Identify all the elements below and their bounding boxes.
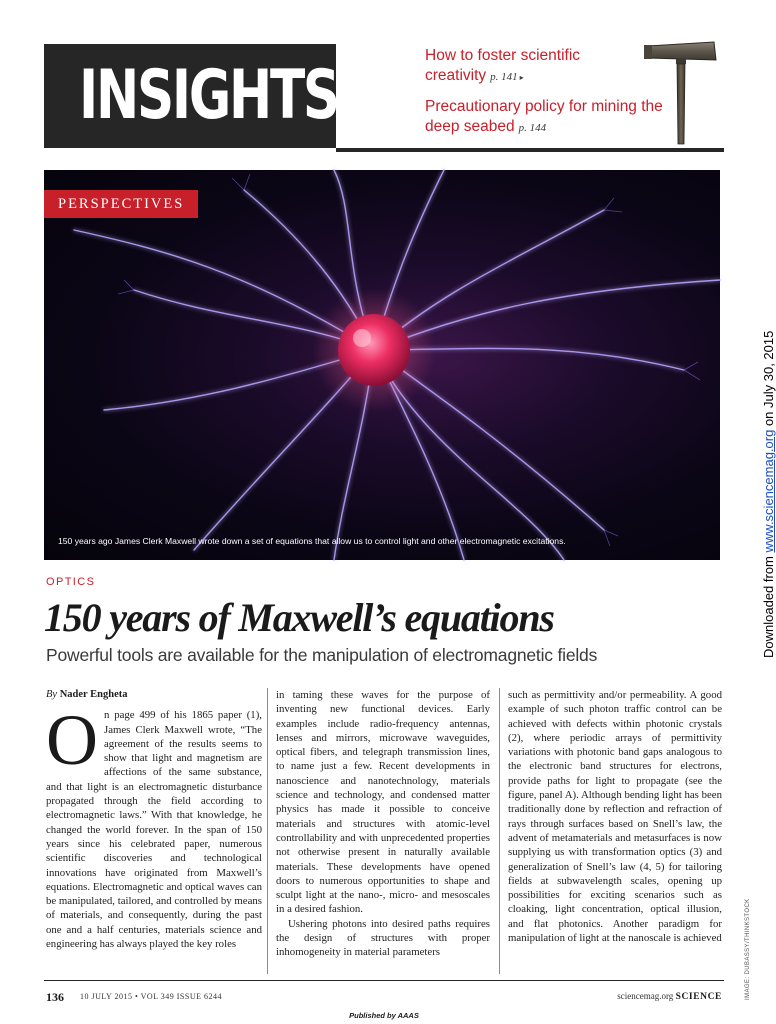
- image-caption: 150 years ago James Clerk Maxwell wrote down a set of equations that allow us to control light and other electromagnetic excitations.: [58, 536, 566, 546]
- issue-info: 10 JULY 2015 • VOL 349 ISSUE 6244: [80, 992, 222, 1001]
- column-divider: [499, 688, 500, 974]
- publisher-line: Published by AAAS: [349, 1011, 419, 1020]
- paragraph: in taming these waves for the purpose of inventing new functional devices. Early examples include radio-frequency antennas, lenses and mirrors, microwave waveguides, optical fibers, and telegraph transmission lines, to name just a few. Recent developments in nanoscience and nanotechnology, materials science and technology, and condensed matter physics has made it possible to conceive materials and structures with atomic-level controllability and with unprecedented properties not otherwise present in naturally available materials. These developments have opened doors to numerous opportunities to shape and sculpt light at the nano-, micro- and mesoscales in a desired fashion.: [276, 689, 490, 916]
- teaser-page: p. 141: [490, 71, 518, 83]
- insights-banner: [44, 44, 336, 148]
- arrow-right-icon: ▸: [519, 73, 524, 82]
- article-dek: Powerful tools are available for the manipulation of electromagnetic fields: [46, 645, 598, 665]
- site-credit: [617, 991, 722, 1002]
- teaser-creativity[interactable]: [425, 46, 615, 88]
- teaser-title: How to foster scientific creativity: [425, 47, 581, 84]
- image-credit: IMAGE: DUBASSY/THINKSTOCK: [745, 898, 751, 1000]
- site-url: sciencemag.org: [617, 991, 674, 1001]
- article-title: 150 years of Maxwell’s equations: [44, 595, 554, 640]
- teaser-page: p. 144: [518, 122, 547, 134]
- byline-by: By: [46, 689, 58, 700]
- perspectives-label: PERSPECTIVES: [44, 190, 198, 218]
- download-notice: [761, 318, 776, 658]
- plasma-globe-image: [44, 170, 720, 560]
- column-divider: [267, 688, 268, 974]
- sciencemag-link[interactable]: www.sciencemag.org: [761, 429, 776, 553]
- footer-rule: [44, 980, 724, 981]
- author-name: Nader Engheta: [59, 689, 128, 700]
- article-column-2: [276, 688, 490, 960]
- header-rule: [336, 148, 724, 152]
- page-number: 136: [46, 990, 64, 1004]
- journal-name: SCIENCE: [675, 992, 722, 1002]
- teaser-title: Precautionary policy for mining the deep seabed: [425, 98, 663, 135]
- paragraph: such as permittivity and/or permeability. A good example of such photon traffic control can be achieved with defects within photonic crystals (2), where periodic arrays of permittivity variations with photonic band gaps analogous to the electronic band structures for electrons, provide paths for light to propagate (see the figure, panel A). Although bending light has been traditionally done by reflection and refraction of rays through surfaces based on Snell’s law, the advent of metamaterials and metasurfaces is now supplying us with transformation optics (3) and generalization of Snell’s law (4, 5) for tailoring fields at subwavelength scales, opening up possibilities for exciting scenarios such as cloaking, light concentration, optical illusion, and flat photonics. Another paradigm for manipulation of light at the nanoscale is achieved: [508, 689, 722, 945]
- byline: [46, 688, 262, 702]
- paragraph: n page 499 of his 1865 paper (1), James Clerk Maxwell wrote, “The agreement of the results seems to show that light and magnetism are affections of the same substance, and that light is an electromagnetic disturbance propagated through the field according to electromagnetic laws.” With that knowledge, he changed the world forever. In the span of 150 years since his celebrated paper, numerous scientific discoveries and technological innovations have originated from Maxwell’s equations. Electromagnetic and optical waves can be manipulated, tailored, and controlled by means of materials, and consequently, during the past one and a half centuries, materials science and engineering has always played the key roles: [46, 709, 262, 951]
- section-title: INSIGHTS: [79, 56, 338, 135]
- article-column-3: [508, 688, 722, 945]
- article-column-1: [46, 688, 262, 951]
- drop-cap: O: [46, 700, 98, 781]
- hammer-icon: [642, 36, 722, 148]
- download-prefix: Downloaded from: [761, 552, 776, 658]
- paragraph: Ushering photons into desired paths requires the design of structures with proper inhomogeneity in material parameters: [276, 917, 490, 959]
- article-section: OPTICS: [46, 576, 96, 588]
- download-suffix: on July 30, 2015: [761, 330, 776, 430]
- teaser-seabed-mining[interactable]: [425, 97, 665, 138]
